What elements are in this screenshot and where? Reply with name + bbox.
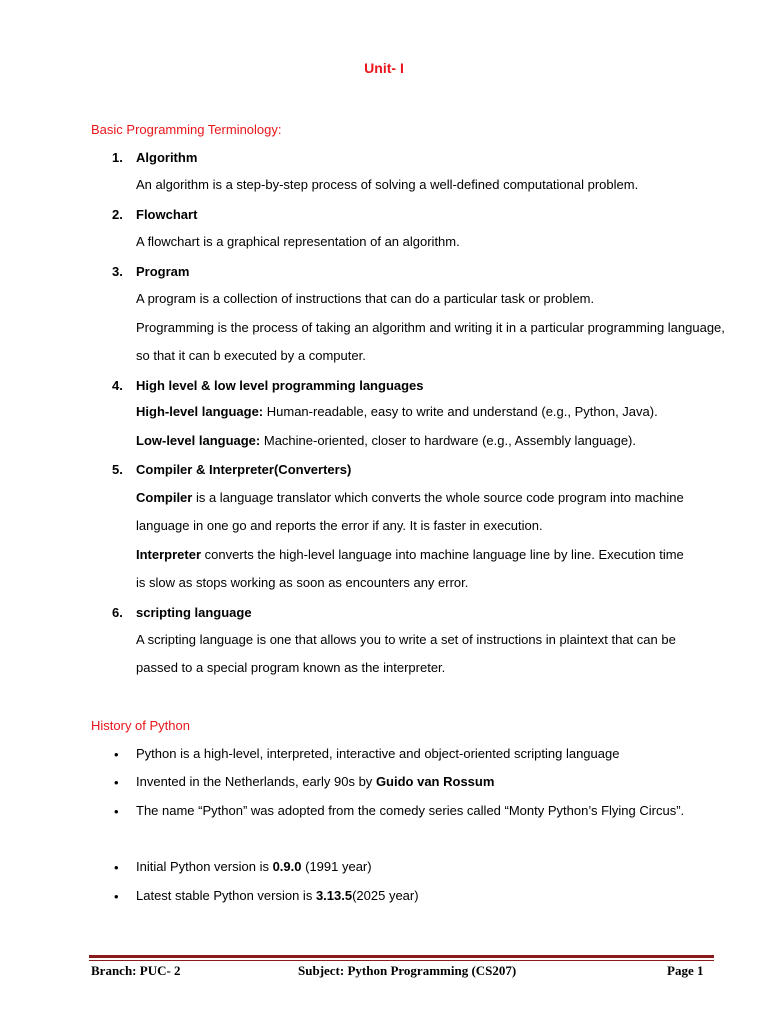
item-desc-high-level [136,398,726,426]
bullet-icon: • [114,889,119,904]
compiler-label: Compiler [136,490,193,505]
history-item-5-post: (2025 year) [352,888,419,903]
list-number: 4. [112,378,123,393]
section-heading-history: History of Python [91,718,190,733]
low-level-text: Machine-oriented, closer to hardware (e.g., Assembly language). [260,433,636,448]
item-title-scripting: scripting language [136,605,252,620]
item-desc-algorithm: An algorithm is a step-by-step process of solving a well-defined computational problem. [136,177,639,192]
bullet-icon: • [114,747,119,762]
item-desc-program: A program is a collection of instructions that can do a particular task or problem. [136,291,595,306]
low-level-label: Low-level language: [136,433,261,448]
history-item-2 [136,768,696,796]
history-item-4 [136,853,696,881]
item-title-program: Program [136,264,190,279]
footer-subject: Subject: Python Programming (CS207) [298,963,517,978]
history-item-4-post: (1991 year) [301,859,372,874]
item-title-languages: High level & low level programming languages [136,378,424,393]
item-desc-scripting: A scripting language is one that allows you to write a set of instructions in plaintext that can be passed to a special program known as the interpreter. [136,632,676,675]
page-title: Unit- I [364,60,404,76]
bullet-icon: • [114,860,119,875]
inventor-name: Guido van Rossum [375,774,495,789]
history-item-2-text: Invented in the Netherlands, early 90s by [136,774,376,789]
item-desc-flowchart: A flowchart is a graphical representation of an algorithm. [136,234,460,249]
item-title-algorithm: Algorithm [136,150,198,165]
item-title-flowchart: Flowchart [136,207,198,222]
history-item-3: The name “Python” was adopted from the comedy series called “Monty Python’s Flying Circus”. [136,803,685,818]
high-level-label: High-level language: [136,404,264,419]
history-item-5-pre: Latest stable Python version is [136,888,316,903]
footer-page-number: Page 1 [667,963,704,978]
history-item-5 [136,882,696,910]
list-number: 2. [112,207,123,222]
list-number: 6. [112,605,123,620]
item-title-compiler-interpreter: Compiler & Interpreter(Converters) [136,462,352,477]
initial-version: 0.9.0 [272,859,302,874]
item-desc-interpreter [136,541,696,597]
history-item-1: Python is a high-level, interpreted, interactive and object-oriented scripting language [136,746,620,761]
section-heading-terminology: Basic Programming Terminology: [91,122,282,137]
item-desc-compiler [136,484,696,540]
footer-rule-thick [89,955,714,958]
list-number: 1. [112,150,123,165]
bullet-icon: • [114,804,119,819]
high-level-text: Human-readable, easy to write and understand (e.g., Python, Java). [263,404,658,419]
list-number: 5. [112,462,123,477]
item-desc-programming: Programming is the process of taking an algorithm and writing it in a particular programming language, so that it can b executed by a computer. [136,320,725,363]
item-desc-low-level [136,427,726,455]
interpreter-text: converts the high-level language into machine language line by line. Execution time is slow as stops working as soon as encounters any error. [136,547,684,590]
footer-branch: Branch: PUC- 2 [91,963,181,978]
bullet-icon: • [114,775,119,790]
compiler-text: is a language translator which converts the whole source code program into machine language in one go and reports the error if any. It is faster in execution. [136,490,684,533]
history-item-4-pre: Initial Python version is [136,859,273,874]
latest-version: 3.13.5 [315,888,353,903]
footer-rule-thin [89,960,714,961]
list-number: 3. [112,264,123,279]
interpreter-label: Interpreter [136,547,202,562]
